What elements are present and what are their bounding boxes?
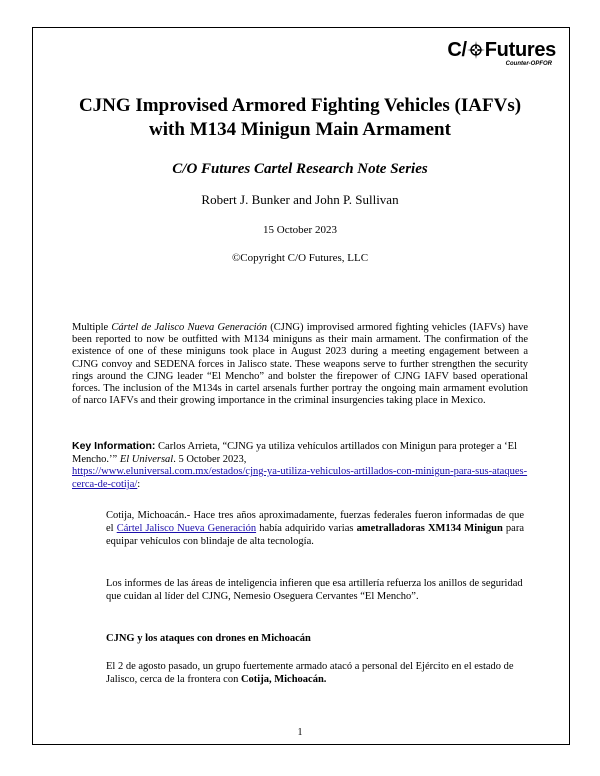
cjng-link[interactable]: Cártel Jalisco Nueva Generación [116, 523, 257, 534]
source-name: El Universal [119, 453, 174, 465]
series-title: C/O Futures Cartel Research Note Series [172, 161, 428, 177]
quote-paragraph-1: Cotija, Michoacán.- Hace tres años aproximadamente, fuerzas federales fueron informadas de que el Cártel Jalisco Nueva Generación había adquirido varias ametralladoras XM134 Minigun para equipar vehículos con blindaje de alta tecnología. [106, 510, 524, 547]
quote-paragraph-2: Los informes de las áreas de inteligencia infieren que esa artillería refuerza los anillos de seguridad que cuidan al líder del CJNG, Nemesio Oseguera Cervantes “El Mencho”. [106, 578, 523, 602]
compass-icon [467, 41, 485, 59]
key-information: Key Information: Carlos Arrieta, “CJNG ya utiliza vehículos artillados con Minigun para proteger a ‘El Mencho.’” El Universal. 5 October 2023, https://www.eluniversal.com.mx/estados/cjng-ya-utiliza-vehiculos-artillados-con-minigun-para-sus-ataques-cerca-de-cotija/: [72, 440, 528, 490]
logo-brand-left: C/ [447, 39, 467, 61]
abstract-paragraph: Multiple Cártel de Jalisco Nueva Generación (CJNG) improvised armored fighting vehicles (IAFVs) have been reported to now be outfitted with M134 miniguns as their main armament. The confirmation of the existence of one of these miniguns took place in August 2023 during a meeting engagement between a CJNG convoy and SEDENA forces in Jalisco state. These weapons serve to further strengthen the security rings around the CJNG leader “El Mencho” and bolster the firepower of CJNG IAFV based operational forces. The inclusion of the M134s in cartel arsenals further portray the ongoing main armament evolution of narco IAFVs and their growing importance in the criminal insurgencies taking place in Mexico. [72, 322, 528, 407]
copyright-notice: ©Copyright C/O Futures, LLC [231, 252, 369, 264]
quote-subheading: CJNG y los ataques con drones en Michoacán [106, 633, 311, 644]
co-futures-logo [447, 40, 556, 68]
logo-brand-right: Futures [484, 39, 556, 61]
document-title: CJNG Improvised Armored Fighting Vehicles (IAFVs) with M134 Minigun Main Armament [78, 95, 522, 140]
key-info-label: Key Information: [72, 440, 156, 452]
page-number: 1 [297, 727, 303, 738]
source-link[interactable]: https://www.eluniversal.com.mx/estados/cjng-ya-utiliza-vehiculos-artillados-con-minigun-para-sus-ataques-cerca-de-cotija/ [72, 466, 528, 490]
publication-date: 15 October 2023 [263, 224, 337, 236]
logo-tagline: Counter-OPFOR [505, 61, 552, 67]
quote-paragraph-3: El 2 de agosto pasado, un grupo fuertemente armado atacó a personal del Ejército en el estado de Jalisco, cerca de la frontera con Cotija, Michoacán. [106, 661, 514, 685]
authors: Robert J. Bunker and John P. Sullivan [201, 192, 399, 207]
cartel-name: Cártel de Jalisco Nueva Generación [111, 322, 268, 333]
